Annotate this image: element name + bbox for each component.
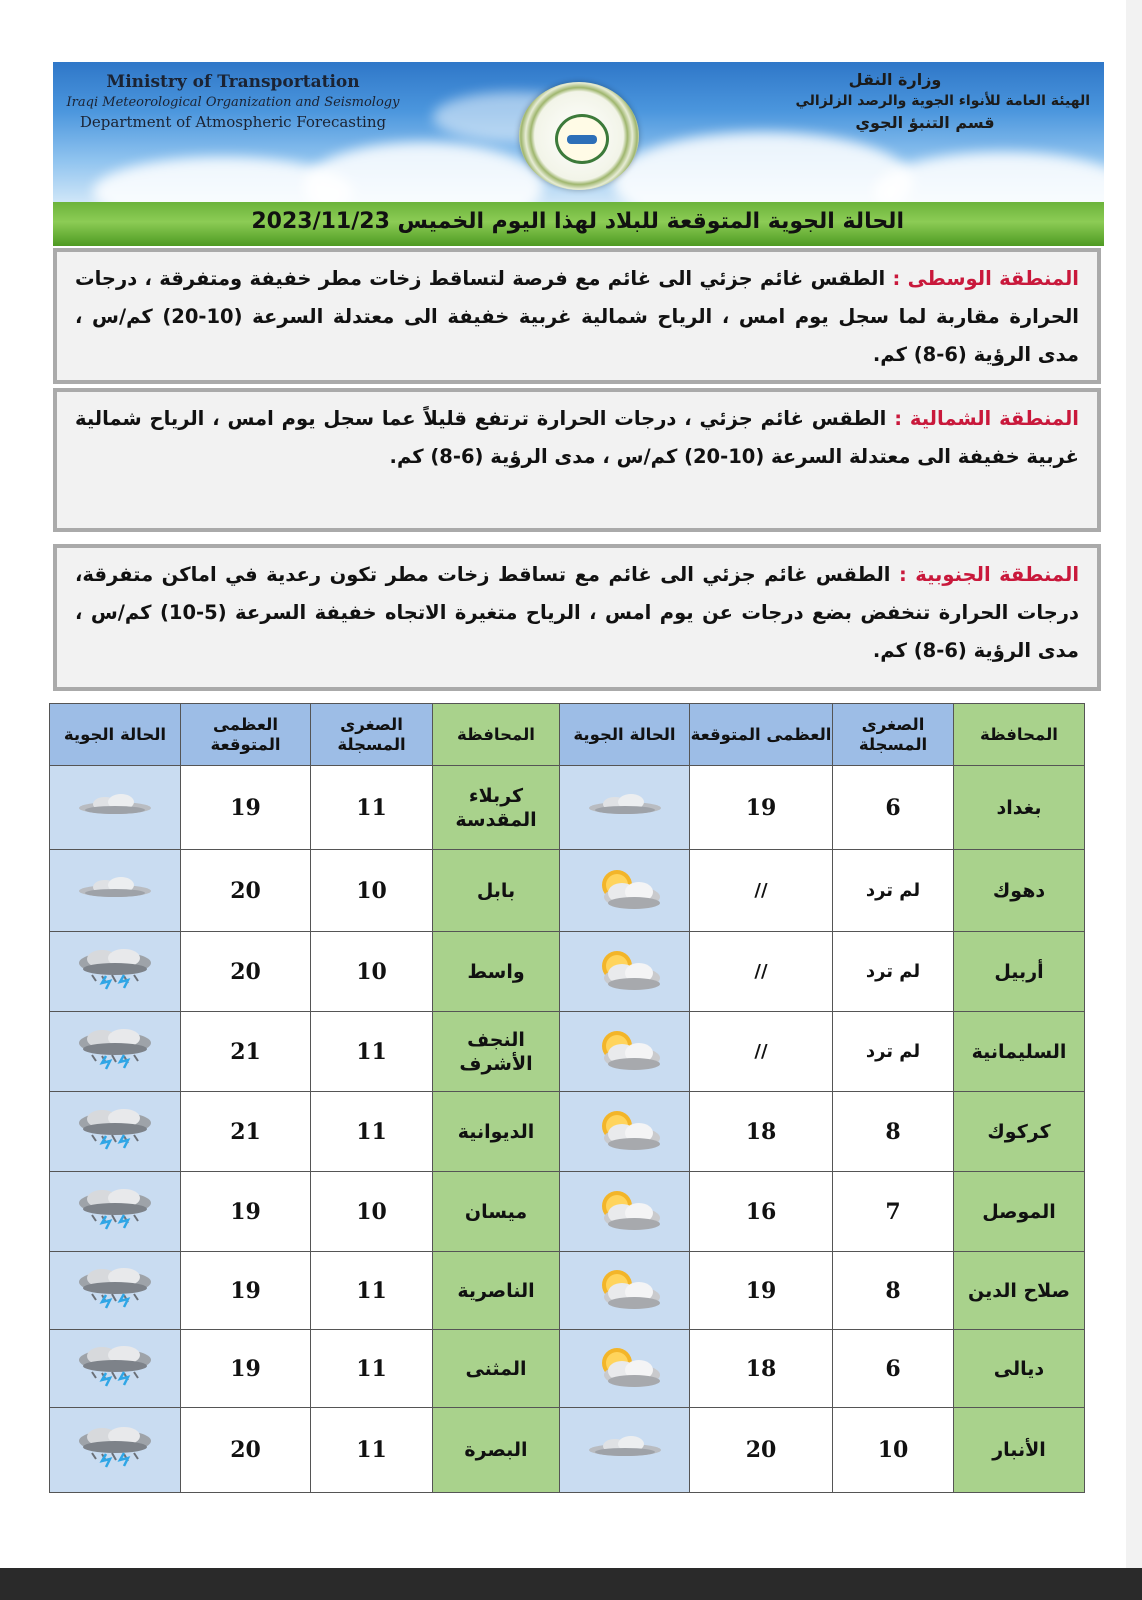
min-temp-cell: لم ترد	[833, 1012, 954, 1092]
partly-cloudy-icon	[584, 944, 666, 1000]
province-name-cell: ميسان	[433, 1172, 560, 1252]
region-south	[53, 544, 1101, 691]
header-province: المحافظة	[954, 704, 1085, 766]
max-temp-cell: 20	[181, 850, 311, 932]
table-row	[50, 1092, 1085, 1172]
table-row	[50, 850, 1085, 932]
forecast-table	[49, 703, 1085, 1493]
thunderstorm-icon	[72, 1107, 158, 1157]
max-temp-cell: 19	[181, 766, 311, 850]
table-row	[50, 1330, 1085, 1408]
ministry-name-en: Ministry of Transportation	[106, 72, 360, 92]
min-temp-cell: 11	[311, 1252, 433, 1330]
min-temp-cell: 6	[833, 1330, 954, 1408]
max-temp-cell: //	[690, 850, 833, 932]
partly-cloudy-icon	[584, 1341, 666, 1397]
condition-icon-cell	[560, 1092, 690, 1172]
title-strip	[53, 202, 1104, 246]
province-name-cell: كركوك	[954, 1092, 1085, 1172]
max-temp-cell: //	[690, 932, 833, 1012]
organization-name-en: Iraqi Meteorological Organization and Seismology	[66, 95, 400, 110]
province-name-cell: دهوك	[954, 850, 1085, 932]
table-row	[50, 1408, 1085, 1493]
cloud-icon	[75, 791, 155, 825]
header-min: الصغرى المسجلة	[311, 704, 433, 766]
condition-icon-cell	[50, 850, 181, 932]
min-temp-cell: 7	[833, 1172, 954, 1252]
min-temp-cell: 11	[311, 1408, 433, 1493]
region-label: المنطقة الشمالية :	[894, 407, 1079, 430]
header-condition: الحالة الجوية	[50, 704, 181, 766]
partly-cloudy-icon	[584, 863, 666, 919]
thunderstorm-icon	[72, 1187, 158, 1237]
max-temp-cell: 19	[690, 766, 833, 850]
condition-icon-cell	[50, 1012, 181, 1092]
condition-icon-cell	[50, 1092, 181, 1172]
province-name-cell: أربيل	[954, 932, 1085, 1012]
thunderstorm-icon	[72, 1344, 158, 1394]
province-name-cell: النجف الأشرف	[433, 1012, 560, 1092]
partly-cloudy-icon	[584, 1263, 666, 1319]
min-temp-cell: 6	[833, 766, 954, 850]
header-province: المحافظة	[433, 704, 560, 766]
max-temp-cell: 19	[181, 1172, 311, 1252]
min-temp-cell: 10	[833, 1408, 954, 1493]
max-temp-cell: 21	[181, 1092, 311, 1172]
min-temp-cell: 8	[833, 1092, 954, 1172]
max-temp-cell: 18	[690, 1330, 833, 1408]
max-temp-cell: 20	[181, 932, 311, 1012]
table-row	[50, 932, 1085, 1012]
organization-name-ar: الهيئة العامة للأنواء الجوية والرصد الزلزالي	[795, 93, 1090, 109]
region-label: المنطقة الجنوبية :	[898, 563, 1080, 586]
condition-icon-cell	[560, 1252, 690, 1330]
province-name-cell: بغداد	[954, 766, 1085, 850]
ministry-name-ar: وزارة النقل	[848, 70, 942, 89]
max-temp-cell: 16	[690, 1172, 833, 1252]
condition-icon-cell	[560, 1012, 690, 1092]
province-name-cell: صلاح الدين	[954, 1252, 1085, 1330]
province-name-cell: الديوانية	[433, 1092, 560, 1172]
max-temp-cell: 19	[690, 1252, 833, 1330]
cloud-icon	[585, 791, 665, 825]
table-row	[50, 1012, 1085, 1092]
max-temp-cell: 19	[181, 1330, 311, 1408]
condition-icon-cell	[560, 766, 690, 850]
province-name-cell: السليمانية	[954, 1012, 1085, 1092]
province-name-cell: الموصل	[954, 1172, 1085, 1252]
min-temp-cell: 10	[311, 932, 433, 1012]
condition-icon-cell	[560, 1172, 690, 1252]
min-temp-cell: لم ترد	[833, 932, 954, 1012]
header-condition: الحالة الجوية	[560, 704, 690, 766]
province-name-cell: المثنى	[433, 1330, 560, 1408]
partly-cloudy-icon	[584, 1104, 666, 1160]
condition-icon-cell	[50, 1252, 181, 1330]
thunderstorm-icon	[72, 1425, 158, 1475]
min-temp-cell: 11	[311, 766, 433, 850]
header-max: العظمى المتوقعة	[690, 704, 833, 766]
condition-icon-cell	[50, 1330, 181, 1408]
condition-icon-cell	[560, 1330, 690, 1408]
english-header	[53, 72, 413, 131]
header-min: الصغرى المسجلة	[833, 704, 954, 766]
province-name-cell: الناصرية	[433, 1252, 560, 1330]
condition-icon-cell	[560, 932, 690, 1012]
header-banner	[53, 62, 1104, 202]
region-central	[53, 248, 1101, 384]
table-row	[50, 1172, 1085, 1252]
table-row	[50, 1252, 1085, 1330]
condition-icon-cell	[50, 1408, 181, 1493]
max-temp-cell: 21	[181, 1012, 311, 1092]
page-edge-right	[1126, 0, 1142, 1600]
organization-seal-logo	[519, 82, 639, 190]
max-temp-cell: 19	[181, 1252, 311, 1330]
max-temp-cell: //	[690, 1012, 833, 1092]
min-temp-cell: 11	[311, 1330, 433, 1408]
table-header-row	[50, 704, 1085, 766]
condition-icon-cell	[560, 1408, 690, 1493]
department-name-en: Department of Atmospheric Forecasting	[79, 113, 387, 131]
condition-icon-cell	[50, 932, 181, 1012]
arabic-header	[760, 70, 1090, 132]
province-name-cell: واسط	[433, 932, 560, 1012]
province-name-cell: بابل	[433, 850, 560, 932]
thunderstorm-icon	[72, 1266, 158, 1316]
max-temp-cell: 20	[690, 1408, 833, 1493]
max-temp-cell: 20	[181, 1408, 311, 1493]
table-row	[50, 766, 1085, 850]
partly-cloudy-icon	[584, 1024, 666, 1080]
region-text: الطقس غائم جزئي ، درجات الحرارة ترتفع قليلاً عما سجل يوم امس ، الرياح شمالية غربية خفيفة الى معتدلة السرعة (10-20) كم/س ، مدى الرؤية (6-8) كم.	[75, 407, 1079, 468]
thunderstorm-icon	[72, 1027, 158, 1077]
province-name-cell: الأنبار	[954, 1408, 1085, 1493]
region-north	[53, 388, 1101, 532]
province-name-cell: ديالى	[954, 1330, 1085, 1408]
partly-cloudy-icon	[584, 1184, 666, 1240]
min-temp-cell: 10	[311, 1172, 433, 1252]
min-temp-cell: 11	[311, 1012, 433, 1092]
page-title: الحالة الجوية المتوقعة للبلاد لهذا اليوم الخميس 2023/11/23	[251, 209, 904, 234]
min-temp-cell: 8	[833, 1252, 954, 1330]
province-name-cell: كربلاء المقدسة	[433, 766, 560, 850]
department-name-ar: قسم التنبؤ الجوي	[855, 113, 995, 132]
region-label: المنطقة الوسطى :	[892, 267, 1079, 290]
region-text: الطقس غائم جزئي الى غائم مع فرصة لتساقط زخات مطر خفيفة ومتفرقة ، درجات الحرارة مقاربة لما سجل يوم امس ، الرياح شمالية غربية خفيفة الى معتدلة السرعة (10-20) كم/س ، مدى الرؤية (6-8) كم.	[75, 267, 1079, 366]
condition-icon-cell	[50, 1172, 181, 1252]
province-name-cell: البصرة	[433, 1408, 560, 1493]
page-edge-bottom	[0, 1568, 1142, 1600]
condition-icon-cell	[50, 766, 181, 850]
min-temp-cell: لم ترد	[833, 850, 954, 932]
header-max: العظمى المتوقعة	[181, 704, 311, 766]
cloud-icon	[585, 1433, 665, 1467]
thunderstorm-icon	[72, 947, 158, 997]
cloud-icon	[75, 874, 155, 908]
region-text: الطقس غائم جزئي الى غائم مع تساقط زخات مطر تكون رعدية في اماكن متفرقة، درجات الحرارة تنخفض بضع درجات عن يوم امس ، الرياح متغيرة الاتجاه خفيفة السرعة (5-10) كم/س ، مدى الرؤية (6-8) كم.	[75, 563, 1080, 662]
max-temp-cell: 18	[690, 1092, 833, 1172]
min-temp-cell: 10	[311, 850, 433, 932]
min-temp-cell: 11	[311, 1092, 433, 1172]
condition-icon-cell	[560, 850, 690, 932]
